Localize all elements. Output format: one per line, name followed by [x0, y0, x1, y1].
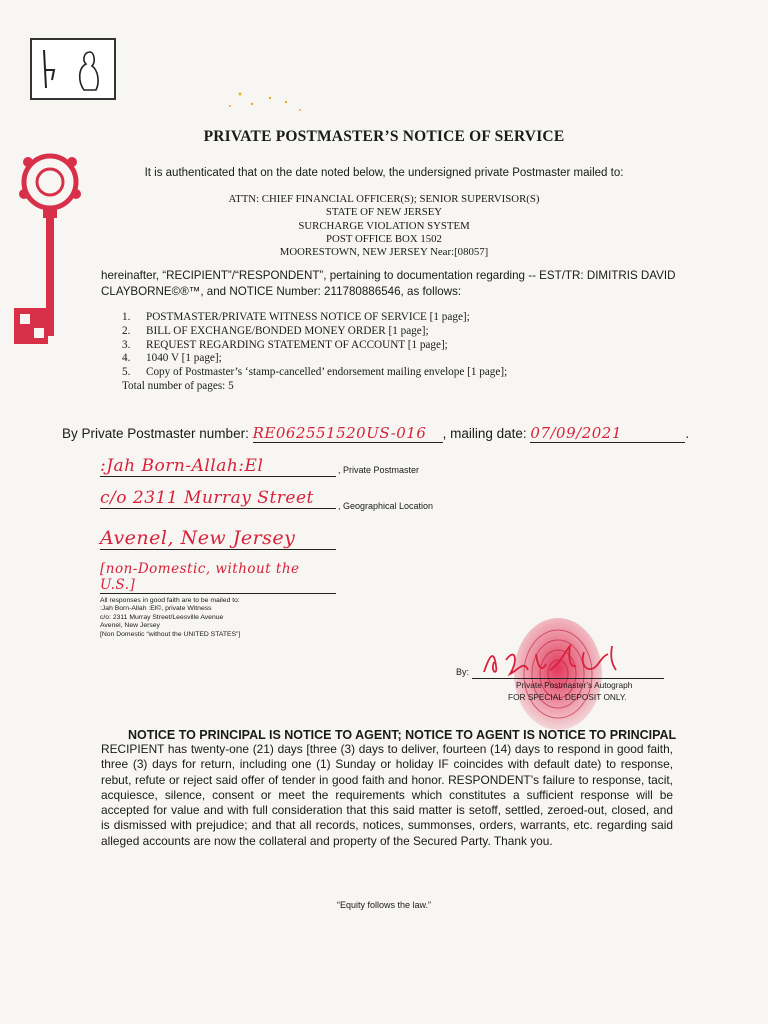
location-line-2: Avenel, New Jersey: [100, 527, 336, 550]
responses-note-line: [Non Domestic “without the UNITED STATES”]: [100, 630, 241, 638]
signature-scribble: [476, 640, 636, 682]
recipient-address: [0, 193, 768, 259]
list-item: 1. POSTMASTER/PRIVATE WITNESS NOTICE OF SERVICE [1 page];: [122, 311, 470, 323]
equity-quote: “Equity follows the law.”: [336, 900, 432, 910]
hereinafter-line: CLAYBORNE©®™, and NOTICE Number: 211780886546, as follows:: [101, 284, 462, 298]
mailing-date-value: 07/09/2021: [530, 424, 685, 443]
stamp-glyph-box: [30, 38, 116, 100]
page-title: PRIVATE POSTMASTER’S NOTICE OF SERVICE: [203, 128, 565, 145]
list-item: 3. REQUEST REGARDING STATEMENT OF ACCOUNT [1 page];: [122, 338, 448, 351]
responses-note-line: Avenel, New Jersey: [100, 622, 160, 630]
postmaster-name-handwritten: :Jah Born-Allah:El: [100, 456, 336, 477]
notice-heading: NOTICE TO PRINCIPAL IS NOTICE TO AGENT; NOTICE TO AGENT IS NOTICE TO PRINCIPAL: [128, 728, 677, 742]
list-item: 4. 1040 V [1 page];: [122, 352, 222, 365]
private-postmaster-label: , Private Postmaster: [338, 465, 420, 475]
postmaster-number-line: By Private Postmaster number: RE062551520US-016 , mailing date: 07/09/2021 .: [62, 424, 690, 442]
mailing-date-label: , mailing date:: [442, 426, 527, 441]
address-line: POST OFFICE BOX 1502: [326, 232, 442, 245]
total-pages: Total number of pages: 5: [122, 379, 234, 392]
speck-marks: [200, 88, 320, 128]
location-line-1: c/o 2311 Murray Street: [100, 488, 336, 509]
address-line: SURCHARGE VIOLATION SYSTEM: [298, 219, 470, 232]
address-line: STATE OF NEW JERSEY: [325, 206, 443, 219]
responses-note: [100, 597, 240, 639]
special-deposit-label: FOR SPECIAL DEPOSIT ONLY.: [508, 692, 627, 702]
autograph-label: Private Postmaster’s Autograph: [516, 680, 633, 690]
by-label: By:: [456, 667, 470, 677]
geographical-location-label: , Geographical Location: [338, 501, 434, 511]
postmaster-number-label: By Private Postmaster number:: [62, 426, 249, 441]
responses-note-line: c/o: 2311 Murray Street/Leesville Avenue: [100, 613, 224, 621]
location-line-3: [non-Domestic, without the U.S.]: [100, 561, 336, 594]
list-item: 5. Copy of Postmaster’s ‘stamp-cancelled’ endorsement mailing envelope [1 page];: [122, 366, 508, 379]
notice-body: RECIPIENT has twenty-one (21) days [three (3) days to deliver, fourteen (14) days to respond in good faith, three (3) days for return, including one (1) Sunday or holiday IF coincides with default date) to response, rebut, refute or reject said offer of tender in good faith and honor. RESPONDENT’s failure to response, tacit, acquiesce, silence, consent or meet the requirements which constitutes a sufficient response will be accepted for value and with full consideration that this said matter is setoff, settled, zeroed-out, closed, and is dismissed with prejudice; and that all records, notices, summonses, orders, warrants, etc. regarding said alleged accounts are now the collateral and property of the Secured Party. Thank you.: [101, 742, 673, 848]
postmaster-number-value: RE062551520US-016: [253, 424, 443, 443]
glyph-icon: [32, 40, 114, 98]
address-line: ATTN: CHIEF FINANCIAL OFFICER(S); SENIOR SUPERVISOR(S): [228, 193, 540, 205]
responses-note-line: :Jah Born-Allah :El©, private Witness: [100, 605, 212, 613]
hereinafter-line: hereinafter, “RECIPIENT”/“RESPONDENT”, pertaining to documentation regarding -- EST/TR: DIMITRIS DAVID: [101, 269, 676, 282]
responses-note-line: All responses in good faith are to be mailed to:: [100, 597, 240, 604]
intro-text: It is authenticated that on the date noted below, the undersigned private Postmaster mailed to:: [144, 167, 624, 179]
list-item: 2. BILL OF EXCHANGE/BONDED MONEY ORDER [1 page];: [122, 324, 429, 337]
hereinafter-paragraph: [101, 268, 681, 299]
enclosure-list: [122, 311, 507, 394]
address-line: MOORESTOWN, NEW JERSEY Near:[08057]: [279, 246, 489, 259]
